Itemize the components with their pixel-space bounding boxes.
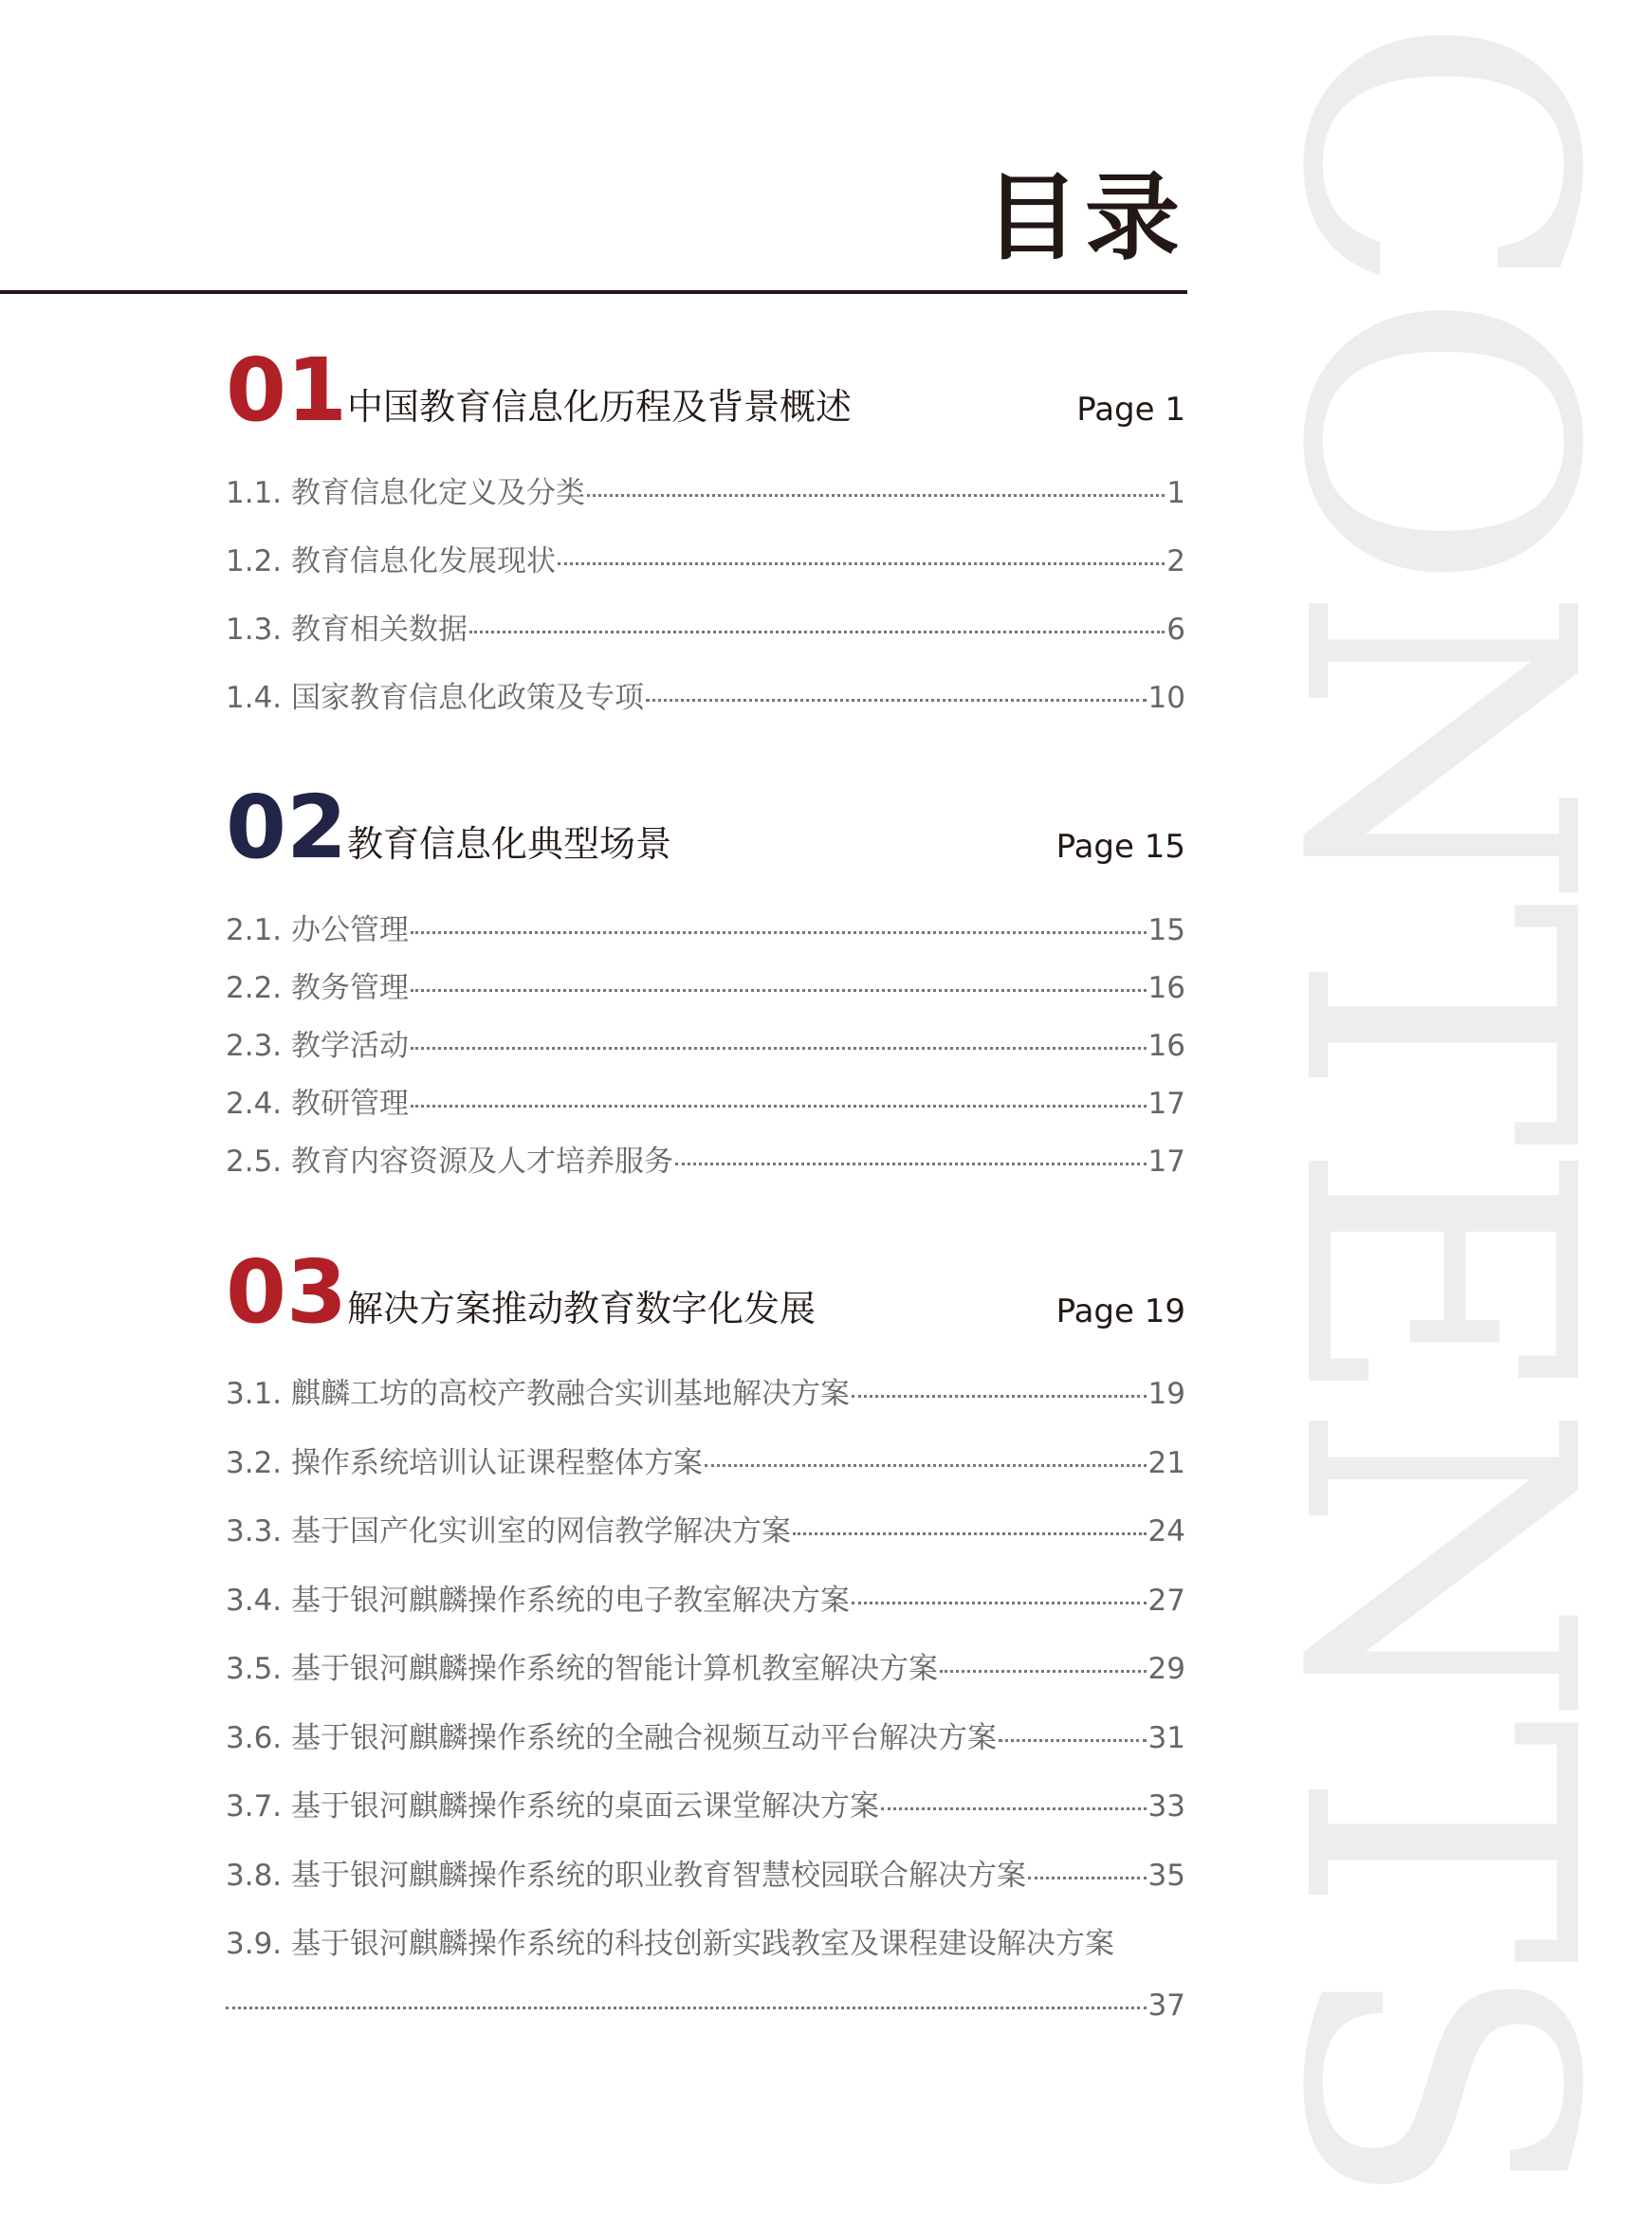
page-title: 目录 (984, 162, 1185, 273)
toc-item-3-8[interactable] (226, 1851, 1185, 1920)
toc-item-label: 3.8. 基于银河麒麟操作系统的职业教育智慧校园联合解决方案 (226, 1858, 1027, 1893)
toc-item-page: 16 (1147, 1029, 1185, 1063)
toc-item-page: 2 (1166, 544, 1185, 578)
toc-item-label: 1.3. 教育相关数据 (226, 613, 468, 647)
toc-item-page: 31 (1147, 1720, 1185, 1755)
section-page: Page 1 (1076, 391, 1185, 429)
section-title: 教育信息化典型场景 (347, 823, 672, 865)
toc-item-leader-line (226, 1989, 1185, 2023)
toc-item-label: 1.2. 教育信息化发展现状 (226, 544, 557, 578)
toc-item-label: 3.9. 基于银河麒麟操作系统的科技创新实践教室及课程建设解决方案 (226, 1927, 1115, 1961)
section-03-list (226, 1369, 1185, 2057)
dot-leader (587, 494, 1165, 497)
toc-item-label: 3.1. 麒麟工坊的高校产教融合实训基地解决方案 (226, 1377, 851, 1411)
toc-item-3-7[interactable] (226, 1782, 1185, 1851)
toc-item-page: 24 (1147, 1514, 1185, 1549)
dot-leader (411, 1047, 1147, 1050)
toc-item-3-5[interactable] (226, 1644, 1185, 1714)
toc-item-page: 33 (1147, 1789, 1185, 1824)
toc-item-label: 3.6. 基于银河麒麟操作系统的全融合视频互动平台解决方案 (226, 1720, 998, 1755)
dot-leader (411, 1105, 1147, 1108)
contents-watermark: CONTENTS (1221, 14, 1652, 2204)
title-rule (0, 290, 1187, 294)
toc-item-1-3[interactable] (226, 605, 1185, 673)
toc-item-page: 37 (1147, 1988, 1185, 2023)
dot-leader (411, 931, 1147, 934)
dot-leader (411, 989, 1147, 992)
section-page: Page 19 (1055, 1292, 1185, 1330)
toc-item-page: 15 (1147, 913, 1185, 947)
toc-item-3-1[interactable] (226, 1369, 1185, 1439)
toc-item-page: 27 (1147, 1583, 1185, 1618)
section-number: 01 (226, 339, 348, 441)
section-title: 解决方案推动教育数字化发展 (347, 1288, 817, 1329)
dot-leader (852, 1602, 1147, 1604)
toc-item-page: 19 (1147, 1377, 1185, 1411)
toc-item-3-9[interactable] (226, 1919, 1185, 2057)
toc-item-1-1[interactable] (226, 468, 1185, 537)
dot-leader (558, 562, 1165, 565)
toc-item-3-3[interactable] (226, 1507, 1185, 1576)
dot-leader (675, 1163, 1147, 1165)
section-03-header[interactable] (226, 1241, 1185, 1343)
toc-item-page: 29 (1147, 1652, 1185, 1686)
toc-item-label: 3.4. 基于银河麒麟操作系统的电子教室解决方案 (226, 1583, 851, 1618)
dot-leader (469, 631, 1165, 633)
toc-item-label: 3.3. 基于国产化实训室的网信教学解决方案 (226, 1514, 792, 1549)
toc-item-label: 2.1. 办公管理 (226, 913, 410, 947)
section-01-header[interactable] (226, 339, 1185, 441)
dot-leader (852, 1395, 1147, 1398)
toc-item-page: 1 (1166, 476, 1185, 510)
toc-item-1-4[interactable] (226, 673, 1185, 742)
dot-leader (1028, 1877, 1147, 1879)
dot-leader (881, 1807, 1147, 1810)
toc-item-page: 21 (1147, 1445, 1185, 1480)
toc-item-2-2[interactable] (226, 963, 1185, 1021)
toc-item-label: 1.4. 国家教育信息化政策及专项 (226, 681, 645, 715)
section-number: 03 (226, 1241, 348, 1343)
toc-item-3-4[interactable] (226, 1576, 1185, 1645)
toc-item-label: 2.3. 教学活动 (226, 1029, 410, 1063)
toc-item-3-2[interactable] (226, 1439, 1185, 1508)
dot-leader (940, 1670, 1147, 1673)
toc-item-label: 2.4. 教研管理 (226, 1087, 410, 1121)
dot-leader (793, 1532, 1147, 1535)
section-number: 02 (226, 777, 348, 878)
toc-item-label: 1.1. 教育信息化定义及分类 (226, 476, 586, 510)
section-02-header[interactable] (226, 777, 1185, 878)
section-02-list (226, 906, 1185, 1195)
section-01-list (226, 468, 1185, 742)
toc-item-page: 6 (1166, 613, 1185, 647)
toc-item-label: 2.5. 教育内容资源及人才培养服务 (226, 1145, 674, 1179)
toc-item-label: 2.2. 教务管理 (226, 971, 410, 1005)
dot-leader (646, 699, 1147, 702)
toc-item-page: 17 (1147, 1087, 1185, 1121)
toc-item-2-3[interactable] (226, 1021, 1185, 1079)
dot-leader (705, 1464, 1147, 1467)
toc-item-label: 3.7. 基于银河麒麟操作系统的桌面云课堂解决方案 (226, 1789, 880, 1824)
dot-leader (999, 1739, 1147, 1742)
section-page: Page 15 (1055, 828, 1185, 866)
toc-item-1-2[interactable] (226, 537, 1185, 605)
toc-item-page: 17 (1147, 1145, 1185, 1179)
toc-item-page: 10 (1147, 681, 1185, 715)
section-title: 中国教育信息化历程及背景概述 (347, 386, 853, 428)
toc-item-page: 35 (1147, 1858, 1185, 1893)
toc-item-2-5[interactable] (226, 1137, 1185, 1195)
toc-item-label: 3.5. 基于银河麒麟操作系统的智能计算机教室解决方案 (226, 1652, 939, 1686)
toc-item-label: 3.2. 操作系统培训认证课程整体方案 (226, 1445, 704, 1480)
toc-item-page: 16 (1147, 971, 1185, 1005)
toc-item-2-1[interactable] (226, 906, 1185, 963)
dot-leader (226, 2007, 1147, 2009)
toc-item-2-4[interactable] (226, 1079, 1185, 1137)
toc-item-3-6[interactable] (226, 1714, 1185, 1783)
